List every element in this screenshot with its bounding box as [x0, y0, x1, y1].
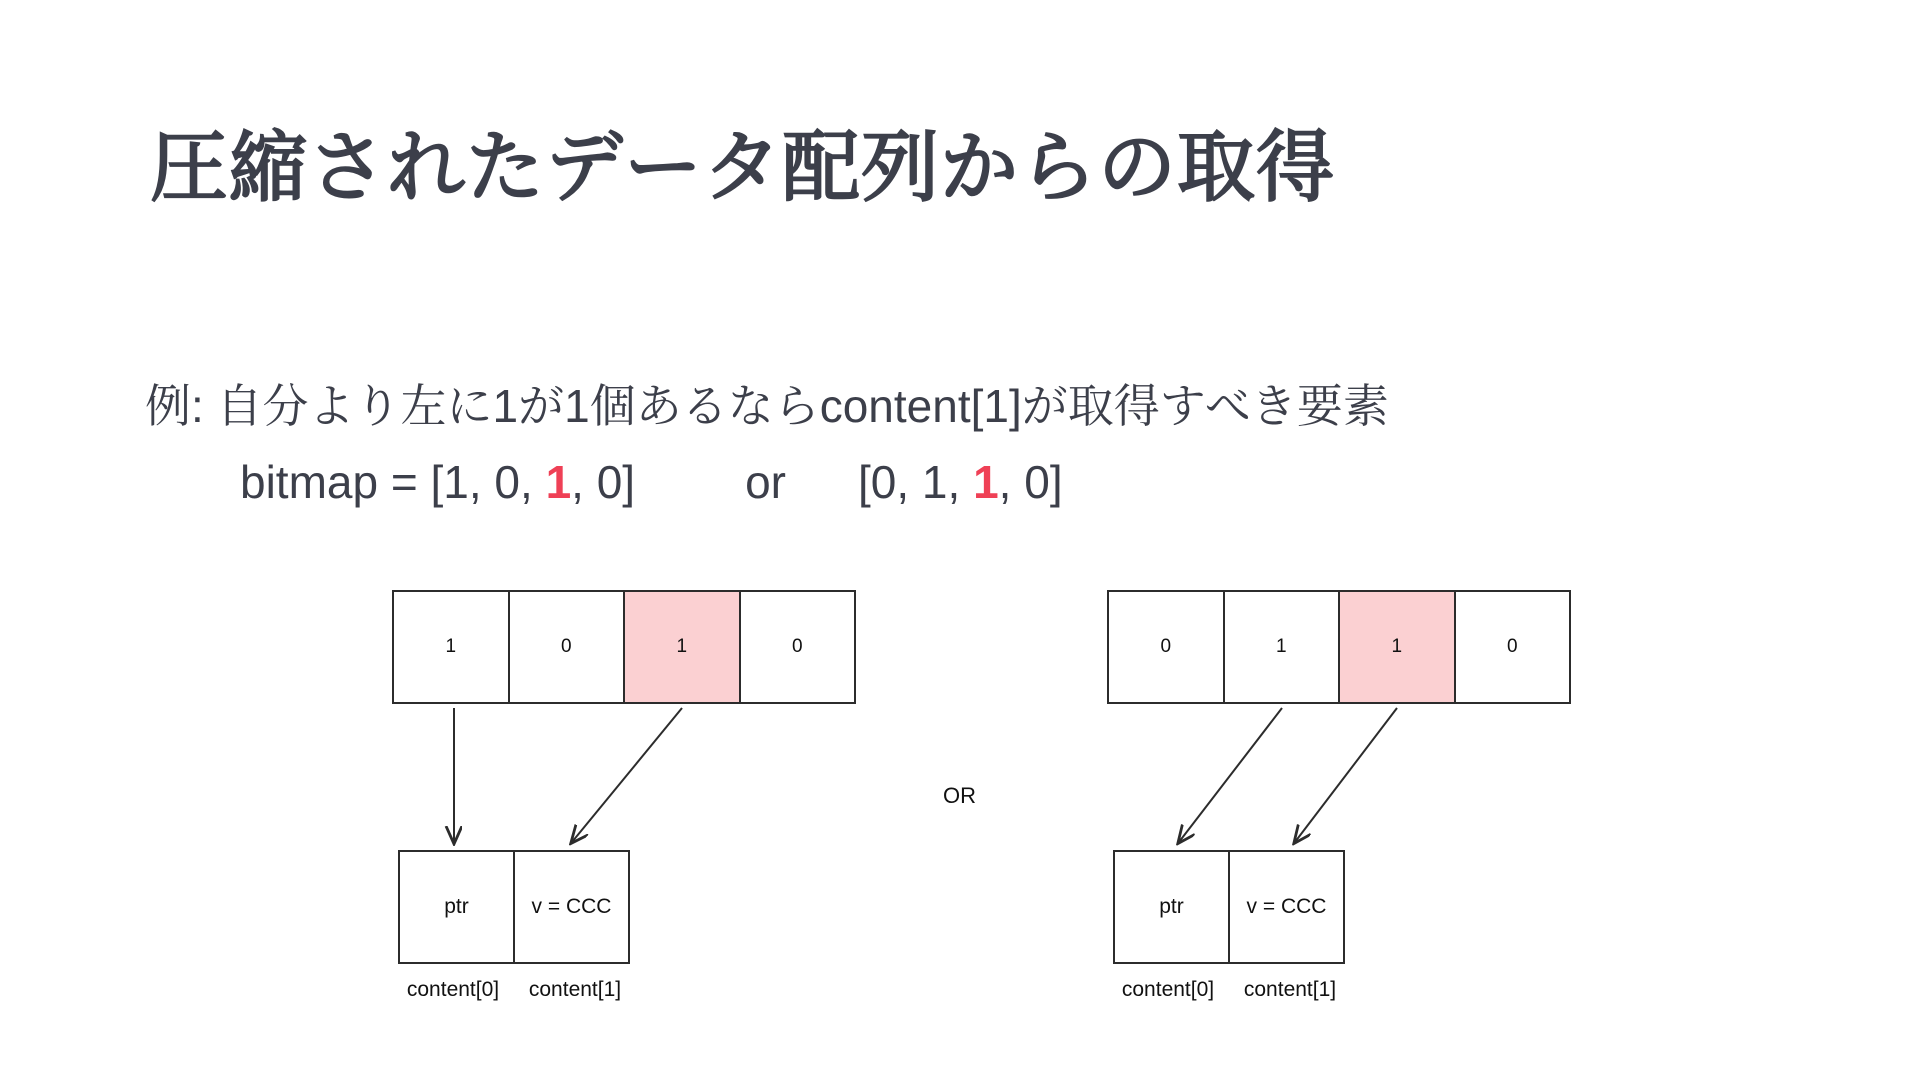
formula-line: [240, 455, 1063, 509]
formula-middle: , 0]: [571, 456, 636, 508]
formula-or-word: or: [745, 456, 786, 508]
explanation-text: 例: 自分より左に1が1個あるならcontent[1]が取得すべき要素: [145, 380, 1389, 432]
content-cell: ptr: [400, 852, 515, 962]
bitmap-cell: 1: [394, 592, 510, 702]
content-labels-left: [392, 978, 636, 1002]
content-labels-right: [1107, 978, 1351, 1002]
bitmap-row-right: [1107, 590, 1571, 704]
bitmap-cell-highlighted: 1: [1340, 592, 1456, 702]
bitmap-cell: 0: [510, 592, 626, 702]
content-label: content[0]: [1121, 978, 1215, 1001]
content-label: content[0]: [406, 978, 500, 1001]
diagram-left: [392, 590, 856, 1001]
content-array-right: [1113, 850, 1345, 964]
bitmap-cell: 1: [1225, 592, 1341, 702]
bitmap-cell-highlighted: 1: [625, 592, 741, 702]
content-cell: ptr: [1115, 852, 1230, 962]
diagram-right: [1107, 590, 1571, 1001]
content-array-left: [398, 850, 630, 964]
formula-prefix: bitmap = [1, 0,: [240, 456, 546, 508]
page-title: 圧縮されたデータ配列からの取得: [150, 123, 1336, 211]
formula-suffix-prefix: [0, 1,: [858, 456, 974, 508]
content-label: content[1]: [1243, 978, 1337, 1001]
bitmap-cell: 0: [1506, 636, 1518, 657]
or-separator-label: OR: [943, 783, 976, 808]
formula-highlight-1: 1: [545, 456, 572, 508]
formula-highlight-2: 1: [973, 456, 999, 508]
bitmap-row-left: [392, 590, 856, 704]
bitmap-cell: 0: [791, 636, 803, 657]
content-cell: v = CCC: [531, 895, 612, 918]
bitmap-cell: 0: [1109, 592, 1225, 702]
content-label: content[1]: [528, 978, 622, 1001]
content-cell: v = CCC: [1246, 895, 1327, 918]
formula-suffix-end: , 0]: [998, 456, 1063, 508]
